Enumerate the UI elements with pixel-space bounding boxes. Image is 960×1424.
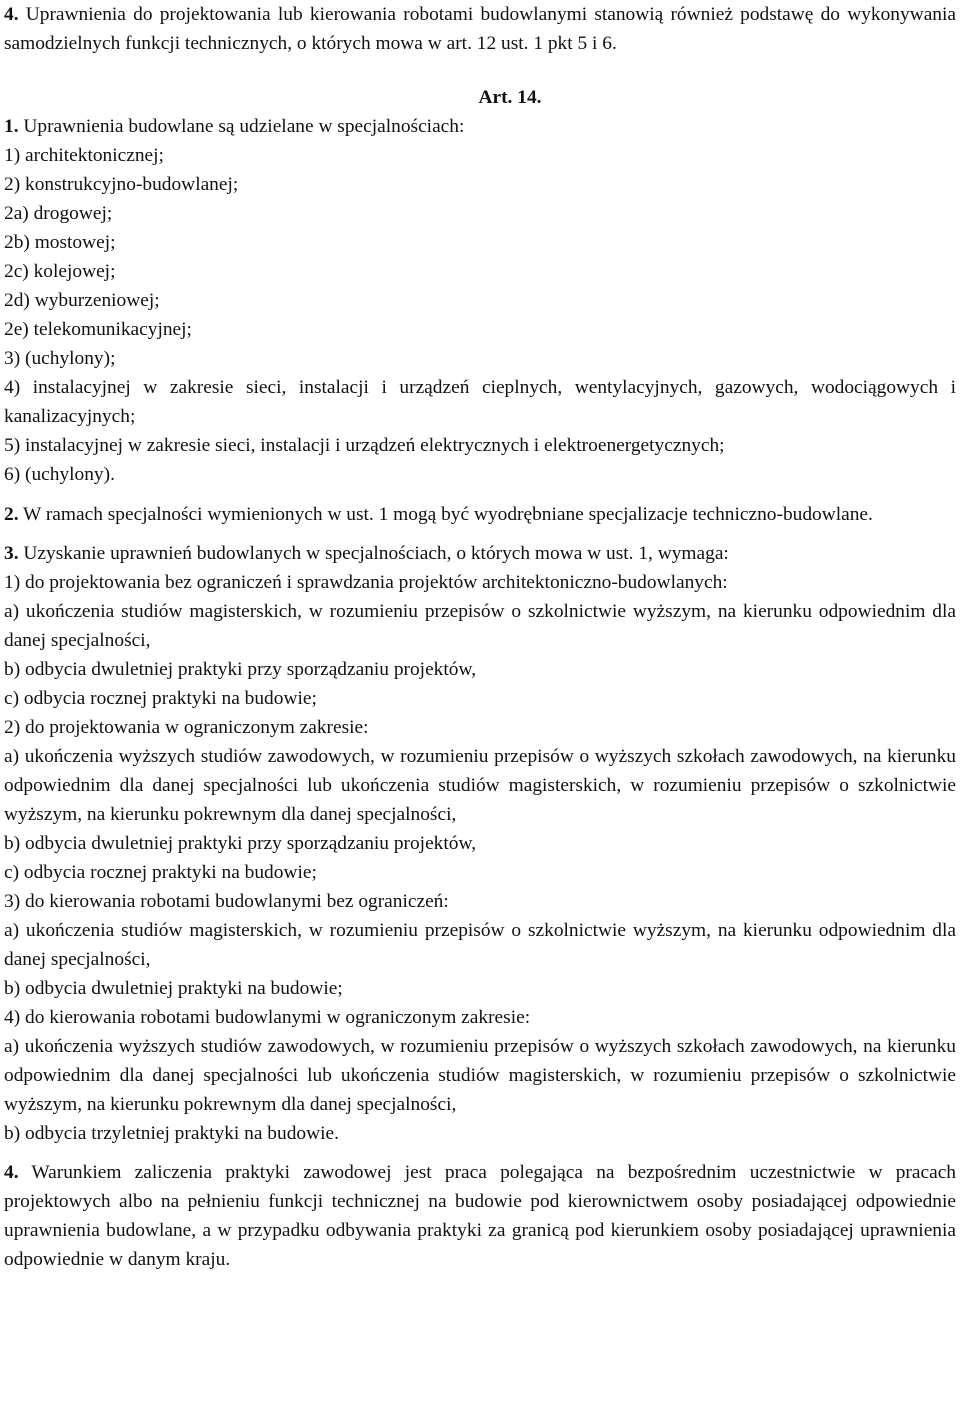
list-item: 4) instalacyjnej w zakresie sieci, instalacji i urządzeń cieplnych, wentylacyjnych, gazowych, wodociągowych i kanalizacyjnych; (4, 377, 956, 427)
section-3-lead (4, 539, 956, 568)
list-item: 3) (uchylony); (4, 348, 116, 369)
list-item: 4) do kierowania robotami budowlanymi w ograniczonym zakresie: (4, 1007, 531, 1028)
list-item: a) ukończenia studiów magisterskich, w rozumieniu przepisów o szkolnictwie wyższym, na kierunku odpowiednim dla danej specjalności, (4, 920, 956, 970)
section-number: 1. (4, 116, 19, 137)
section-number: 4. (4, 1162, 19, 1183)
section-number: 2. (4, 504, 19, 525)
document-page (4, 0, 956, 1274)
list-item: 2b) mostowej; (4, 232, 116, 253)
list-item: 6) (uchylony). (4, 464, 115, 485)
list-item: b) odbycia dwuletniej praktyki przy sporządzaniu projektów, (4, 659, 477, 680)
list-item: 3) do kierowania robotami budowlanymi bez ograniczeń: (4, 891, 449, 912)
list-item: 1) architektonicznej; (4, 145, 164, 166)
list-item: a) ukończenia studiów magisterskich, w rozumieniu przepisów o szkolnictwie wyższym, na kierunku odpowiednim dla danej specjalności, (4, 601, 956, 651)
section-text: Uprawnienia budowlane są udzielane w specjalnościach: (18, 116, 465, 137)
list-item: 2d) wyburzeniowej; (4, 290, 160, 311)
list-item: 2e) telekomunikacyjnej; (4, 319, 192, 340)
section-4 (4, 1158, 956, 1274)
list-item: 1) do projektowania bez ograniczeń i sprawdzania projektów architektoniczno-budowlanych: (4, 572, 728, 593)
list-item: a) ukończenia wyższych studiów zawodowych, w rozumieniu przepisów o wyższych szkołach zawodowych, na kierunku odpowiednim dla danej specjalności lub ukończenia studiów magisterskich, w rozumieniu przepisów o szkolnictwie wyższym, na kierunku pokrewnym dla danej specjalności, (4, 1036, 956, 1115)
list-item: 2c) kolejowej; (4, 261, 116, 282)
section-text: Warunkiem zaliczenia praktyki zawodowej jest praca polegająca na bezpośrednim uczestnictwie w pracach projektowych albo na pełnieniu funkcji technicznej na budowie pod kierownictwem osoby posiadającej odpowiednie uprawnienia budowlane, a w przypadku odbywania praktyki za granicą pod kierunkiem osoby posiadającej uprawnienia odpowiednie w danym kraju. (4, 1162, 956, 1270)
paragraph-number: 4. (4, 4, 19, 25)
paragraph-4-intro (4, 0, 956, 58)
list-item: c) odbycia rocznej praktyki na budowie; (4, 862, 317, 883)
section-text: Uzyskanie uprawnień budowlanych w specjalnościach, o których mowa w ust. 1, wymaga: (18, 543, 729, 564)
section-number: 3. (4, 543, 19, 564)
list-item: 2a) drogowej; (4, 203, 113, 224)
list-item: b) odbycia dwuletniej praktyki przy sporządzaniu projektów, (4, 833, 477, 854)
article-heading: Art. 14. (478, 87, 542, 108)
list-item: b) odbycia dwuletniej praktyki na budowie; (4, 978, 343, 999)
section-1-lead (4, 112, 956, 141)
section-text: W ramach specjalności wymienionych w ust. 1 mogą być wyodrębniane specjalizacje techniczno-budowlane. (18, 504, 873, 525)
list-item: b) odbycia trzyletniej praktyki na budowie. (4, 1123, 339, 1144)
paragraph-text: Uprawnienia do projektowania lub kierowania robotami budowlanymi stanowią również podstawę do wykonywania samodzielnych funkcji technicznych, o których mowa w art. 12 ust. 1 pkt 5 i 6. (4, 4, 956, 54)
list-item: 5) instalacyjnej w zakresie sieci, instalacji i urządzeń elektrycznych i elektroenergetycznych; (4, 435, 725, 456)
list-item: a) ukończenia wyższych studiów zawodowych, w rozumieniu przepisów o wyższych szkołach zawodowych, na kierunku odpowiednim dla danej specjalności lub ukończenia studiów magisterskich, w rozumieniu przepisów o szkolnictwie wyższym, na kierunku pokrewnym dla danej specjalności, (4, 746, 956, 825)
list-item: c) odbycia rocznej praktyki na budowie; (4, 688, 317, 709)
list-item: 2) do projektowania w ograniczonym zakresie: (4, 717, 369, 738)
section-2 (4, 500, 956, 529)
list-item: 2) konstrukcyjno-budowlanej; (4, 174, 239, 195)
